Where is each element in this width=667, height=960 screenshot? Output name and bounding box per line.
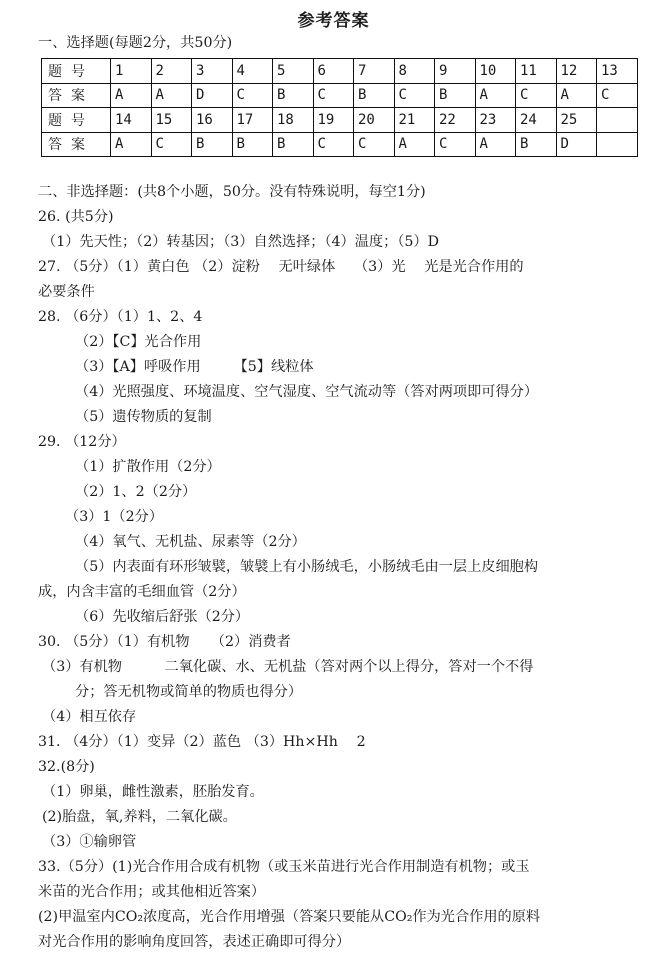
question-number-cell: 21 <box>394 108 435 133</box>
question-number-cell: 9 <box>435 59 476 84</box>
question-number-cell: 20 <box>354 108 395 133</box>
answer-line: （3）①输卵管 <box>42 834 137 850</box>
answer-cell: B <box>273 83 314 108</box>
answer-line: 米苗的光合作用；或其他相近答案） <box>38 884 266 900</box>
question-number-cell: 11 <box>516 59 557 84</box>
answer-line: (2)胎盘，氧,养料，二氧化碳。 <box>42 809 237 825</box>
answer-line: （5）遗传物质的复制 <box>75 409 212 425</box>
answer-cell: D <box>556 132 597 157</box>
answer-line: 必要条件 <box>38 284 95 300</box>
question-number-cell: 16 <box>192 108 233 133</box>
answer-cell: C <box>313 132 354 157</box>
answer-cell: B <box>516 132 557 157</box>
question-number-cell: 25 <box>556 108 597 133</box>
section1-heading: 一、选择题(每题2分，共50分) <box>38 35 233 51</box>
answer-line: 29. （12分） <box>38 434 126 450</box>
question-number-row <box>42 108 638 133</box>
question-number-cell: 10 <box>475 59 516 84</box>
answer-line: （3）【A】呼吸作用 【5】线粒体 <box>75 359 314 375</box>
answer-cell: C <box>394 83 435 108</box>
answer-cell: C <box>151 132 192 157</box>
answer-cell: A <box>394 132 435 157</box>
answer-line: （4）光照强度、环境温度、空气湿度、空气流动等（答对两项即可得分） <box>75 384 539 400</box>
answer-line: 分；答无机物或简单的物质也得分） <box>75 684 303 700</box>
answer-line: （3）有机物 二氧化碳、水、无机盐（答对两个以上得分，答对一个不得 <box>42 659 534 675</box>
answer-line: 32.(8分) <box>38 759 95 775</box>
question-number-cell: 24 <box>516 108 557 133</box>
answer-line: 成，内含丰富的毛细血管（2分） <box>38 584 246 600</box>
answer-line: 27. （5分）（1）黄白色 （2）淀粉 无叶绿体 （3）光 光是光合作用的 <box>38 259 524 275</box>
question-number-cell: 18 <box>273 108 314 133</box>
answer-line: （4）氧气、无机盐、尿素等（2分） <box>75 534 306 550</box>
question-number-cell: 17 <box>232 108 273 133</box>
row-header: 答案 <box>42 83 111 108</box>
answer-line: 28. （6分）（1）1、2、4 <box>38 309 203 325</box>
answer-cell: A <box>111 132 152 157</box>
answer-line: （1）先天性；（2）转基因；（3）自然选择；（4）温度；（5）D <box>42 234 439 250</box>
answer-line: （4）相互依存 <box>42 709 137 725</box>
answer-cell: B <box>232 132 273 157</box>
answer-cell: A <box>475 132 516 157</box>
question-number-cell: 3 <box>192 59 233 84</box>
answer-line: （1）卵巢，雌性激素，胚胎发育。 <box>42 784 264 800</box>
answer-row <box>42 132 638 157</box>
answer-cell: A <box>556 83 597 108</box>
question-number-cell <box>597 108 638 133</box>
question-number-cell: 6 <box>313 59 354 84</box>
answer-line: 31. （4分）（1）变异（2）蓝色 （3）Hh×Hh 2 <box>38 734 366 750</box>
answer-line: （3）1（2分） <box>65 509 164 525</box>
question-number-cell: 14 <box>111 108 152 133</box>
answer-cell: B <box>192 132 233 157</box>
question-number-cell: 23 <box>475 108 516 133</box>
answer-line: （2）【C】光合作用 <box>75 334 202 350</box>
question-number-cell: 12 <box>556 59 597 84</box>
answer-line: （5）内表面有环形皱襞，皱襞上有小肠绒毛，小肠绒毛由一层上皮细胞构 <box>75 559 539 575</box>
section2-heading: 二、非选择题：(共8个小题，50分。没有特殊说明，每空1分) <box>38 184 426 200</box>
question-number-cell: 8 <box>394 59 435 84</box>
answer-table <box>41 58 638 157</box>
answer-cell: C <box>232 83 273 108</box>
question-number-cell: 19 <box>313 108 354 133</box>
answer-cell: C <box>597 83 638 108</box>
answer-line: 33.（5分）(1)光合作用合成有机物（或玉米苗进行光合作用制造有机物；或玉 <box>38 859 530 875</box>
question-number-cell: 15 <box>151 108 192 133</box>
answer-cell: A <box>151 83 192 108</box>
answer-row <box>42 83 638 108</box>
question-number-cell: 4 <box>232 59 273 84</box>
answer-line: （6）先收缩后舒张（2分） <box>75 609 250 625</box>
question-number-cell: 5 <box>273 59 314 84</box>
answer-cell: C <box>313 83 354 108</box>
answer-cell: C <box>435 132 476 157</box>
answer-cell: A <box>475 83 516 108</box>
answer-line: (2)甲温室内CO₂浓度高，光合作用增强（答案只要能从CO₂作为光合作用的原料 <box>38 909 541 925</box>
question-number-cell: 22 <box>435 108 476 133</box>
row-header: 答案 <box>42 132 111 157</box>
answer-line: （2）1、2（2分） <box>75 484 197 500</box>
row-header: 题号 <box>42 108 111 133</box>
question-number-row <box>42 59 638 84</box>
question-number-cell: 2 <box>151 59 192 84</box>
answer-line: 26. (共5分) <box>38 209 114 225</box>
answer-cell: A <box>111 83 152 108</box>
answer-line: 30. （5分）（1）有机物 （2）消费者 <box>38 634 291 650</box>
answer-cell <box>597 132 638 157</box>
answer-cell: B <box>354 83 395 108</box>
question-number-cell: 7 <box>354 59 395 84</box>
document-title: 参考答案 <box>297 11 370 31</box>
answer-cell: D <box>192 83 233 108</box>
answer-cell: B <box>435 83 476 108</box>
question-number-cell: 13 <box>597 59 638 84</box>
question-number-cell: 1 <box>111 59 152 84</box>
answer-cell: B <box>273 132 314 157</box>
answer-cell: C <box>354 132 395 157</box>
answer-line: （1）扩散作用（2分） <box>75 459 221 475</box>
answer-line: 对光合作用的影响角度回答，表述正确即可得分） <box>38 934 351 950</box>
row-header: 题号 <box>42 59 111 84</box>
answer-cell: C <box>516 83 557 108</box>
